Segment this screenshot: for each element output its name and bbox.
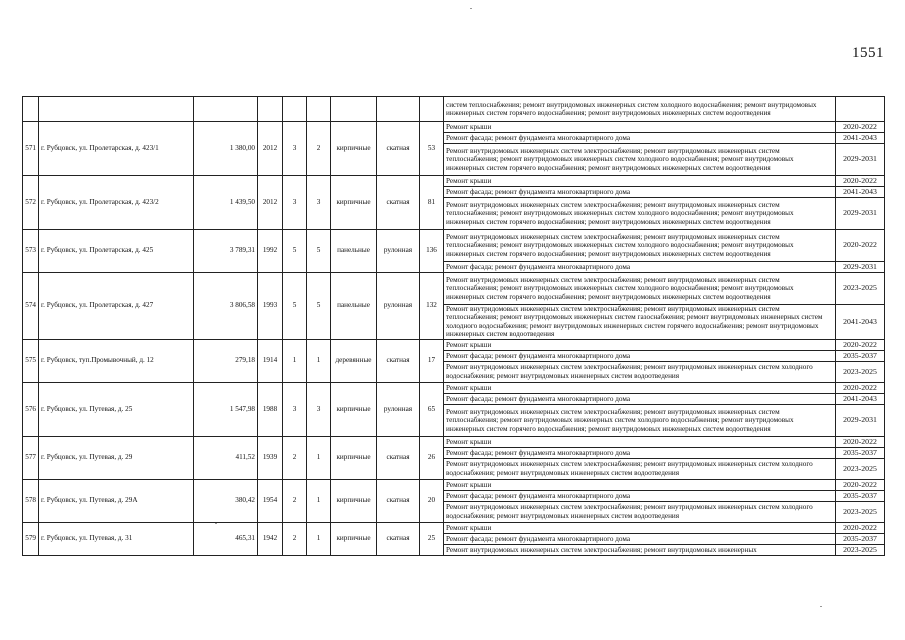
floor-count: 5	[283, 230, 307, 273]
total-area: 279,18	[194, 339, 258, 382]
total-area: 3 789,31	[194, 230, 258, 273]
work-description: Ремонт фасада; ремонт фундамента многоквартирного дома	[444, 133, 836, 144]
work-period: 2029-2031	[836, 262, 885, 273]
row-number: 579	[23, 522, 39, 555]
work-description: Ремонт фасада; ремонт фундамента многоквартирного дома	[444, 187, 836, 198]
roof-type: скатная	[377, 122, 420, 176]
house-address: г. Рубцовск, ул. Путевая, д. 31	[39, 522, 194, 555]
apartment-count: 25	[420, 522, 444, 555]
table-body	[23, 97, 885, 556]
work-description: Ремонт крыши	[444, 339, 836, 350]
page-number: 1551	[852, 45, 884, 61]
build-year: 2012	[258, 176, 283, 230]
table-row	[23, 382, 885, 393]
floor-count: 3	[283, 382, 307, 436]
roof-type: скатная	[377, 176, 420, 230]
row-number: 577	[23, 436, 39, 479]
table-row	[23, 273, 885, 305]
work-description: Ремонт фасада; ремонт фундамента многоквартирного дома	[444, 350, 836, 361]
roof-type: скатная	[377, 339, 420, 382]
wall-material: деревянные	[331, 339, 377, 382]
wall-material: кирпичные	[331, 522, 377, 555]
work-period: 2029-2031	[836, 144, 885, 176]
build-year: 1993	[258, 273, 283, 340]
roof-type: рулонная	[377, 273, 420, 340]
table-row	[23, 176, 885, 187]
work-period: 2035-2037	[836, 447, 885, 458]
build-year: 1992	[258, 230, 283, 273]
scan-speck	[820, 606, 822, 607]
work-description: Ремонт внутридомовых инженерных систем электроснабжения; ремонт внутридомовых инженерных систем теплоснабжения; ремонт внутридомовых инженерных систем холодного водоснабжения; ремонт внутридомовых инженерных систем горячего водоснабжения; ремонт внутридомовых инженерных систем водоотведения	[444, 273, 836, 305]
work-description: Ремонт крыши	[444, 382, 836, 393]
roof-type: скатная	[377, 479, 420, 522]
work-description: Ремонт крыши	[444, 122, 836, 133]
work-description: Ремонт внутридомовых инженерных систем электроснабжения; ремонт внутридомовых инженерных систем теплоснабжения; ремонт внутридомовых инженерных систем холодного водоснабжения; ремонт внутридомовых инженерных систем горячего водоснабжения; ремонт внутридомовых инженерных систем водоотведения	[444, 144, 836, 176]
build-year: 1954	[258, 479, 283, 522]
work-description: Ремонт крыши	[444, 479, 836, 490]
house-address: г. Рубцовск, ул. Пролетарская, д. 423/2	[39, 176, 194, 230]
table-row	[23, 522, 885, 533]
build-year: 2012	[258, 122, 283, 176]
floor-count: 5	[283, 273, 307, 340]
house-address: г. Рубцовск, ул. Путевая, д. 29	[39, 436, 194, 479]
build-year: 1939	[258, 436, 283, 479]
entrance-count: 3	[307, 382, 331, 436]
entrance-count: 1	[307, 339, 331, 382]
apartment-count: 17	[420, 339, 444, 382]
build-year: 1942	[258, 522, 283, 555]
total-area: 411,52	[194, 436, 258, 479]
table-row	[23, 339, 885, 350]
row-number: 572	[23, 176, 39, 230]
work-description: Ремонт крыши	[444, 522, 836, 533]
total-area: 3 806,58	[194, 273, 258, 340]
row-number: 576	[23, 382, 39, 436]
work-period: 2020-2022	[836, 522, 885, 533]
work-description: Ремонт внутридомовых инженерных систем электроснабжения; ремонт внутридомовых инженерных систем теплоснабжения; ремонт внутридомовых инженерных систем холодного водоснабжения; ремонт внутридомовых инженерных систем горячего водоснабжения; ремонт внутридомовых инженерных систем водоотведения	[444, 198, 836, 230]
work-description: Ремонт внутридомовых инженерных систем электроснабжения; ремонт внутридомовых инженерных систем холодного водоснабжения; ремонт внутридомовых инженерных систем водоотведения	[444, 361, 836, 382]
work-description: Ремонт внутридомовых инженерных систем электроснабжения; ремонт внутридомовых инженерных систем теплоснабжения; ремонт внутридомовых инженерных систем холодного водоснабжения; ремонт внутридомовых инженерных систем горячего водоснабжения; ремонт внутридомовых инженерных систем водоотведения	[444, 230, 836, 262]
entrance-count: 1	[307, 479, 331, 522]
work-description: Ремонт внутридомовых инженерных систем электроснабжения; ремонт внутридомовых инженерных систем холодного водоснабжения; ремонт внутридомовых инженерных систем водоотведения	[444, 458, 836, 479]
house-address: г. Рубцовск, ул. Путевая, д. 29А	[39, 479, 194, 522]
work-description: Ремонт фасада; ремонт фундамента многоквартирного дома	[444, 447, 836, 458]
work-description: Ремонт внутридомовых инженерных систем электроснабжения; ремонт внутридомовых инженерных систем холодного водоснабжения; ремонт внутридомовых инженерных систем водоотведения	[444, 501, 836, 522]
roof-type: скатная	[377, 436, 420, 479]
work-period: 2035-2037	[836, 350, 885, 361]
work-description: Ремонт фасада; ремонт фундамента многоквартирного дома	[444, 490, 836, 501]
work-description: Ремонт фасада; ремонт фундамента многоквартирного дома	[444, 262, 836, 273]
work-description: Ремонт внутридомовых инженерных систем электроснабжения; ремонт внутридомовых инженерных систем теплоснабжения; ремонт внутридомовых инженерных систем газоснабжения; ремонт внутридомовых инженерных систем холодного водоснабжения; ремонт внутридомовых инженерных систем горячего водоснабжения; ремонт внутридомовых инженерных систем водоотведения	[444, 305, 836, 340]
empty-cell	[39, 97, 194, 122]
wall-material: кирпичные	[331, 122, 377, 176]
work-period: 2029-2031	[836, 198, 885, 230]
build-year: 1914	[258, 339, 283, 382]
house-address: г. Рубцовск, ул. Пролетарская, д. 425	[39, 230, 194, 273]
wall-material: панельные	[331, 273, 377, 340]
work-period: 2041-2043	[836, 305, 885, 340]
total-area: 1 380,00	[194, 122, 258, 176]
apartment-count: 53	[420, 122, 444, 176]
work-period: 2020-2022	[836, 230, 885, 262]
work-period: 2029-2031	[836, 404, 885, 436]
floor-count: 1	[283, 339, 307, 382]
house-address: г. Рубцовск, ул. Путевая, д. 25	[39, 382, 194, 436]
work-period: 2020-2022	[836, 436, 885, 447]
scan-speck	[470, 8, 472, 9]
wall-material: кирпичные	[331, 479, 377, 522]
work-period: 2041-2043	[836, 393, 885, 404]
work-period: 2020-2022	[836, 176, 885, 187]
entrance-count: 2	[307, 122, 331, 176]
work-description: Ремонт фасада; ремонт фундамента многоквартирного дома	[444, 533, 836, 544]
apartment-count: 20	[420, 479, 444, 522]
apartment-count: 136	[420, 230, 444, 273]
work-period: 2020-2022	[836, 479, 885, 490]
work-period: 2035-2037	[836, 533, 885, 544]
table-row	[23, 122, 885, 133]
row-number: 573	[23, 230, 39, 273]
empty-cell	[420, 97, 444, 122]
empty-cell	[331, 97, 377, 122]
empty-cell	[377, 97, 420, 122]
work-description: Ремонт крыши	[444, 176, 836, 187]
work-description: систем теплоснабжения; ремонт внутридомовых инженерных систем холодного водоснабжения; ремонт внутридомовых инженерных систем горячего водоснабжения; ремонт внутридомовых инженерных систем водоотведения	[444, 97, 836, 122]
entrance-count: 3	[307, 176, 331, 230]
work-period: 2041-2043	[836, 187, 885, 198]
scan-speck	[215, 523, 217, 524]
build-year: 1988	[258, 382, 283, 436]
apartment-count: 65	[420, 382, 444, 436]
entrance-count: 5	[307, 273, 331, 340]
house-address: г. Рубцовск, ул. Пролетарская, д. 427	[39, 273, 194, 340]
floor-count: 3	[283, 176, 307, 230]
empty-cell	[283, 97, 307, 122]
housing-registry-table	[22, 96, 885, 556]
work-period: 2023-2025	[836, 544, 885, 555]
floor-count: 2	[283, 436, 307, 479]
work-description: Ремонт внутридомовых инженерных систем электроснабжения; ремонт внутридомовых инженерных	[444, 544, 836, 555]
empty-cell	[23, 97, 39, 122]
entrance-count: 1	[307, 436, 331, 479]
wall-material: панельные	[331, 230, 377, 273]
house-address: г. Рубцовск, ул. Пролетарская, д. 423/1	[39, 122, 194, 176]
work-period: 2023-2025	[836, 361, 885, 382]
row-number: 575	[23, 339, 39, 382]
work-period: 2023-2025	[836, 458, 885, 479]
work-description: Ремонт крыши	[444, 436, 836, 447]
row-number: 571	[23, 122, 39, 176]
total-area: 1 547,98	[194, 382, 258, 436]
apartment-count: 132	[420, 273, 444, 340]
table-row	[23, 230, 885, 262]
wall-material: кирпичные	[331, 382, 377, 436]
entrance-count: 1	[307, 522, 331, 555]
work-description: Ремонт внутридомовых инженерных систем электроснабжения; ремонт внутридомовых инженерных систем теплоснабжения; ремонт внутридомовых инженерных систем холодного водоснабжения; ремонт внутридомовых инженерных систем горячего водоснабжения; ремонт внутридомовых инженерных систем водоотведения	[444, 404, 836, 436]
roof-type: рулонная	[377, 382, 420, 436]
work-description: Ремонт фасада; ремонт фундамента многоквартирного дома	[444, 393, 836, 404]
empty-cell	[258, 97, 283, 122]
work-period: 2035-2037	[836, 490, 885, 501]
work-period	[836, 97, 885, 122]
apartment-count: 81	[420, 176, 444, 230]
work-period: 2023-2025	[836, 273, 885, 305]
work-period: 2020-2022	[836, 122, 885, 133]
floor-count: 2	[283, 479, 307, 522]
apartment-count: 26	[420, 436, 444, 479]
work-period: 2041-2043	[836, 133, 885, 144]
roof-type: скатная	[377, 522, 420, 555]
row-number: 574	[23, 273, 39, 340]
wall-material: кирпичные	[331, 436, 377, 479]
work-period: 2020-2022	[836, 382, 885, 393]
roof-type: рулонная	[377, 230, 420, 273]
empty-cell	[307, 97, 331, 122]
wall-material: кирпичные	[331, 176, 377, 230]
empty-cell	[194, 97, 258, 122]
entrance-count: 5	[307, 230, 331, 273]
continuation-row	[23, 97, 885, 122]
floor-count: 3	[283, 122, 307, 176]
work-period: 2020-2022	[836, 339, 885, 350]
total-area: 380,42	[194, 479, 258, 522]
table-row	[23, 479, 885, 490]
table-row	[23, 436, 885, 447]
row-number: 578	[23, 479, 39, 522]
work-period: 2023-2025	[836, 501, 885, 522]
total-area: 1 439,50	[194, 176, 258, 230]
total-area: 465,31	[194, 522, 258, 555]
house-address: г. Рубцовск, туп.Промывочный, д. 12	[39, 339, 194, 382]
floor-count: 2	[283, 522, 307, 555]
